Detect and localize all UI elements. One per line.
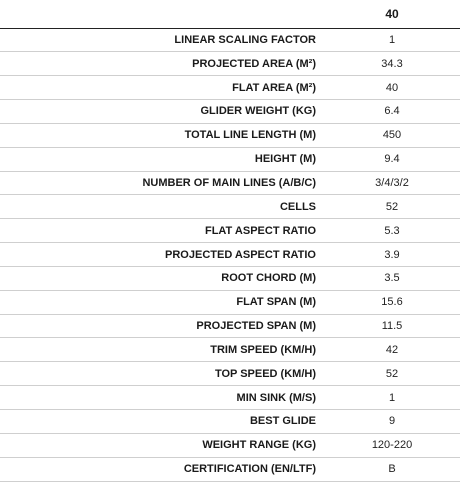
row-label: WEIGHT RANGE (KG) [202,439,316,452]
table-row [0,195,460,219]
table-row [0,433,460,457]
table-row [0,76,460,100]
row-value: 1 [388,391,396,404]
row-label: FLAT AREA (M²) [232,81,316,94]
table-row [0,290,460,314]
row-value: 450 [382,129,402,142]
row-value: 34.3 [381,57,403,70]
row-label: MIN SINK (M/S) [236,391,316,404]
row-value: 52 [385,200,399,213]
table-row [0,52,460,76]
table-row [0,410,460,434]
row-value: 5.3 [384,224,400,237]
row-value: 9 [388,415,396,428]
row-value: 3.9 [384,248,400,261]
table-row [0,243,460,267]
row-label: CERTIFICATION (EN/LTF) [183,463,316,476]
table-row [0,123,460,147]
row-value: 6.4 [384,105,400,118]
row-label: TRIM SPEED (KM/H) [210,343,316,356]
row-label: BEST GLIDE [249,415,316,428]
row-label: HEIGHT (M) [254,153,316,166]
row-label: PROJECTED AREA (M²) [192,57,316,70]
table-row [0,171,460,195]
row-label: ROOT CHORD (M) [221,272,316,285]
row-value: 15.6 [381,296,403,309]
row-label: NUMBER OF MAIN LINES (A/B/C) [142,176,316,189]
row-label: FLAT ASPECT RATIO [204,224,316,237]
spec-table-body [0,28,460,481]
table-row [0,219,460,243]
row-value: 52 [385,367,399,380]
table-row [0,147,460,171]
row-label: FLAT SPAN (M) [236,296,316,309]
row-value: 3.5 [384,272,400,285]
row-value: B [388,463,396,476]
table-row [0,100,460,124]
table-row [0,457,460,481]
row-label: GLIDER WEIGHT (KG) [200,105,316,118]
row-label: TOTAL LINE LENGTH (M) [184,129,316,142]
table-row [0,338,460,362]
row-label: PROJECTED SPAN (M) [196,320,316,333]
header-label-cell [0,0,324,28]
table-row [0,28,460,52]
row-label: PROJECTED ASPECT RATIO [165,248,316,261]
table-row [0,314,460,338]
table-row [0,386,460,410]
table-row [0,266,460,290]
row-value: 42 [385,343,399,356]
row-value: 11.5 [381,320,403,333]
table-header-row [0,0,460,28]
row-value: 1 [388,33,396,46]
row-label: CELLS [279,200,316,213]
table-row [0,362,460,386]
row-value: 9.4 [384,153,400,166]
row-value: 3/4/3/2 [375,176,409,189]
row-value: 120-220 [371,439,413,452]
row-label: TOP SPEED (KM/H) [214,367,316,380]
size-header: 40 [385,6,399,21]
row-value: 40 [385,81,399,94]
row-label: LINEAR SCALING FACTOR [174,33,316,46]
